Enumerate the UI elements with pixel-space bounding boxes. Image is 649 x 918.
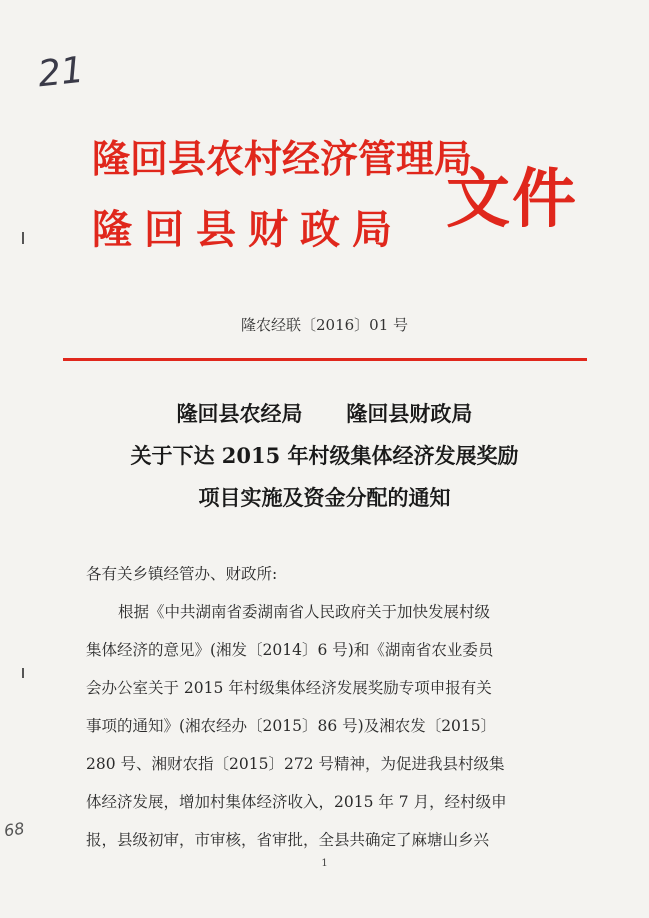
page-number: 1 (321, 858, 328, 869)
body-line: 根据《中共湖南省委湖南省人民政府关于加快发展村级 (118, 603, 491, 621)
title-line-1: 隆回县农经局 隆回县财政局 (176, 401, 473, 426)
document-label: 文件 (446, 162, 578, 237)
title-line-2: 关于下达 2015 年村级集体经济发展奖励 (130, 443, 519, 468)
body-line: 报，县级初审，市审核，省审批，全县共确定了麻塘山乡兴 (86, 831, 490, 849)
title-line-3: 项目实施及资金分配的通知 (198, 485, 451, 510)
binding-tick (22, 668, 24, 678)
body-line: 体经济发展，增加村集体经济收入，2015 年 7 月，经村级申 (86, 793, 507, 811)
salutation: 各有关乡镇经管办、财政所: (86, 565, 278, 583)
issuer-line-1: 隆回县农村经济管理局 (92, 136, 473, 181)
body-line: 280 号、湘财农指〔2015〕272 号精神，为促进我县村级集 (86, 755, 505, 773)
binding-tick (22, 232, 24, 244)
issuer-line-2: 隆回县财政局 (92, 206, 404, 253)
handwritten-number: 21 (35, 49, 86, 96)
body-line: 集体经济的意见》(湘发〔2014〕6 号)和《湖南省农业委员 (86, 641, 494, 659)
body-line: 事项的通知》(湘农经办〔2015〕86 号)及湘农发〔2015〕 (86, 717, 497, 735)
header-divider (63, 358, 587, 361)
document-number: 隆农经联〔2016〕01 号 (240, 316, 409, 334)
handwritten-margin-mark: 68 (2, 818, 26, 841)
body-line: 会办公室关于 2015 年村级集体经济发展奖励专项申报有关 (86, 679, 492, 697)
